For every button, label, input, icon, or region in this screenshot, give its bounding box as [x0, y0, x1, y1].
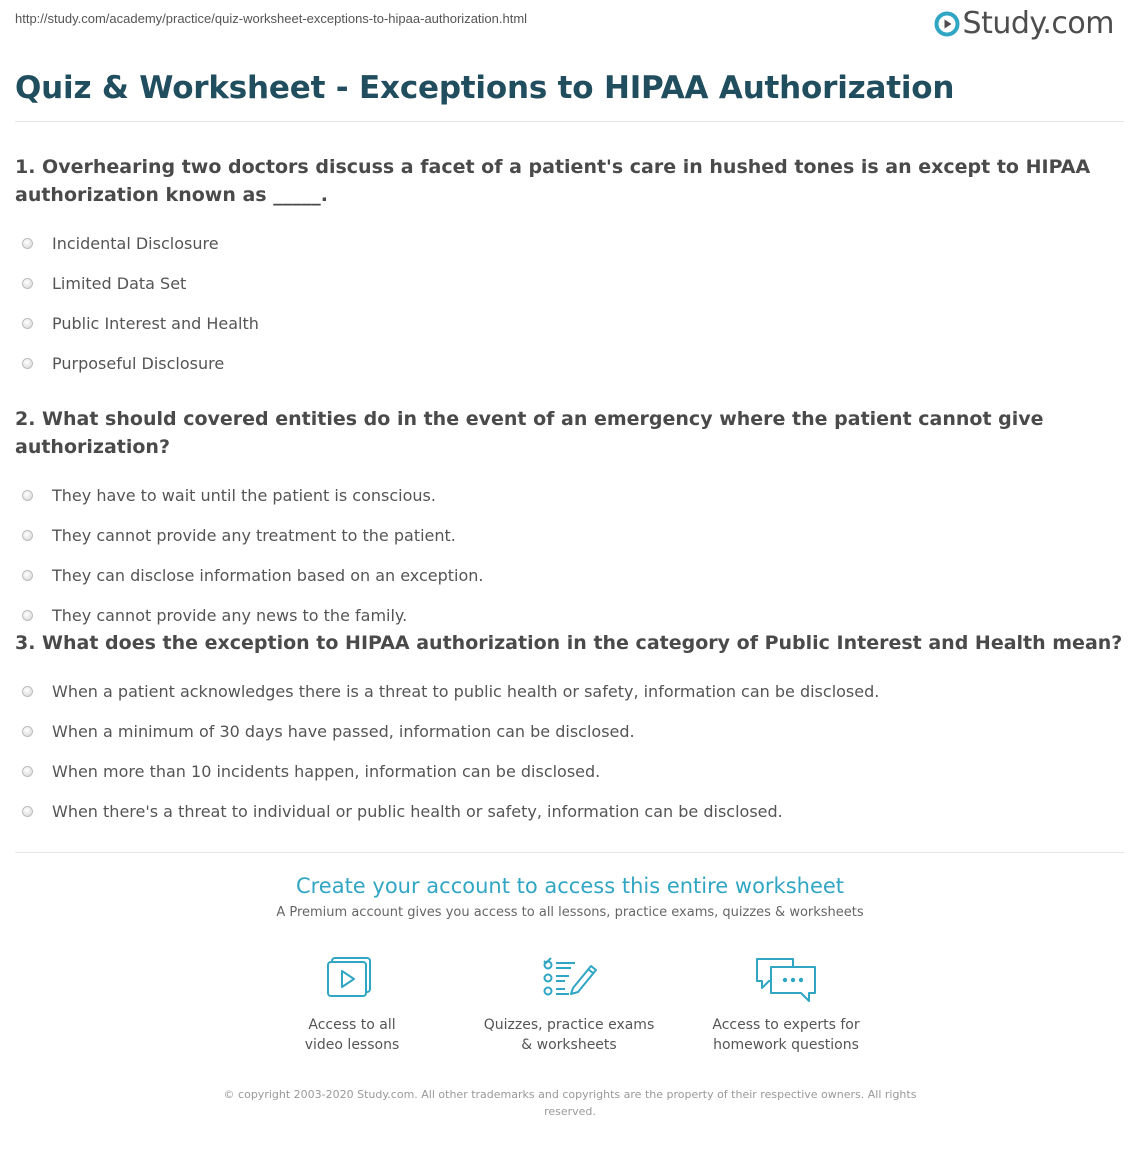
answer-label: When more than 10 incidents happen, information can be disclosed. [52, 761, 601, 781]
answer-option[interactable] [15, 791, 1125, 831]
question-1 [15, 153, 1125, 383]
answer-option[interactable] [15, 751, 1125, 791]
answer-label: When a patient acknowledges there is a threat to public health or safety, information can be disclosed. [52, 681, 880, 701]
feature-label-line: Access to all [308, 1017, 396, 1033]
answer-label: Incidental Disclosure [52, 233, 219, 253]
answer-option[interactable] [15, 671, 1125, 711]
answer-list [15, 671, 1125, 831]
answer-option[interactable] [15, 223, 1125, 263]
feature-label [252, 1015, 452, 1055]
answer-label: When a minimum of 30 days have passed, information can be disclosed. [52, 721, 635, 741]
answer-label: When there's a threat to individual or public health or safety, information can be disclosed. [52, 801, 783, 821]
radio-icon[interactable] [22, 806, 33, 817]
cta-title[interactable]: Create your account to access this entire worksheet [295, 874, 845, 898]
answer-label: Purposeful Disclosure [52, 353, 225, 373]
page-title: Quiz & Worksheet - Exceptions to HIPAA Authorization [15, 70, 955, 106]
answer-label: They cannot provide any treatment to the patient. [52, 525, 456, 545]
radio-icon[interactable] [22, 570, 33, 581]
answer-option[interactable] [15, 475, 1125, 515]
copyright-line: reserved. [544, 1105, 596, 1118]
answer-list [15, 475, 1125, 635]
logo-text: Study.com [962, 6, 1114, 41]
page-url: http://study.com/academy/practice/quiz-worksheet-exceptions-to-hipaa-authorization.html [15, 11, 528, 26]
answer-label: Limited Data Set [52, 273, 187, 293]
cta-subtitle: A Premium account gives you access to all lessons, practice exams, quizzes & worksheets [276, 905, 864, 920]
answer-label: They cannot provide any news to the family. [52, 605, 408, 625]
feature-experts [686, 955, 886, 1055]
video-play-icon [322, 955, 382, 1005]
radio-icon[interactable] [22, 686, 33, 697]
radio-icon[interactable] [22, 726, 33, 737]
answer-label: They have to wait until the patient is conscious. [52, 485, 436, 505]
study-logo[interactable] [934, 6, 1114, 41]
feature-label-line: Quizzes, practice exams [483, 1017, 655, 1033]
chat-bubbles-icon [753, 955, 819, 1005]
answer-label: Public Interest and Health [52, 313, 259, 333]
feature-label-line: video lessons [304, 1037, 400, 1053]
question-text: 1. Overhearing two doctors discuss a facet of a patient's care in hushed tones is an except to HIPAA authorization known as _____. [15, 156, 1091, 206]
copyright [0, 1086, 1140, 1120]
answer-list [15, 223, 1125, 383]
answer-option[interactable] [15, 263, 1125, 303]
checklist-pencil-icon [539, 955, 599, 1005]
copyright-line: © copyright 2003-2020 Study.com. All other trademarks and copyrights are the property of their respective owners. All rights [223, 1088, 917, 1101]
radio-icon[interactable] [22, 490, 33, 501]
feature-video-lessons [252, 955, 452, 1055]
divider [15, 121, 1124, 122]
feature-label-line: homework questions [713, 1037, 859, 1053]
divider [15, 852, 1124, 853]
question-text: 2. What should covered entities do in the event of an emergency where the patient cannot give authorization? [15, 408, 1044, 458]
radio-icon[interactable] [22, 358, 33, 369]
question-text: 3. What does the exception to HIPAA authorization in the category of Public Interest and Health mean? [15, 632, 1123, 654]
radio-icon[interactable] [22, 610, 33, 621]
radio-icon[interactable] [22, 278, 33, 289]
feature-label-line: & worksheets [521, 1037, 617, 1053]
radio-icon[interactable] [22, 766, 33, 777]
answer-option[interactable] [15, 555, 1125, 595]
radio-icon[interactable] [22, 238, 33, 249]
answer-option[interactable] [15, 303, 1125, 343]
feature-label [469, 1015, 669, 1055]
answer-option[interactable] [15, 515, 1125, 555]
feature-quizzes [469, 955, 669, 1055]
radio-icon[interactable] [22, 318, 33, 329]
answer-option[interactable] [15, 711, 1125, 751]
feature-label [686, 1015, 886, 1055]
play-circle-icon [934, 11, 960, 37]
feature-label-line: Access to experts for [712, 1017, 860, 1033]
question-2 [15, 405, 1125, 635]
answer-option[interactable] [15, 343, 1125, 383]
answer-label: They can disclose information based on an exception. [52, 565, 484, 585]
question-3 [15, 629, 1125, 831]
radio-icon[interactable] [22, 530, 33, 541]
